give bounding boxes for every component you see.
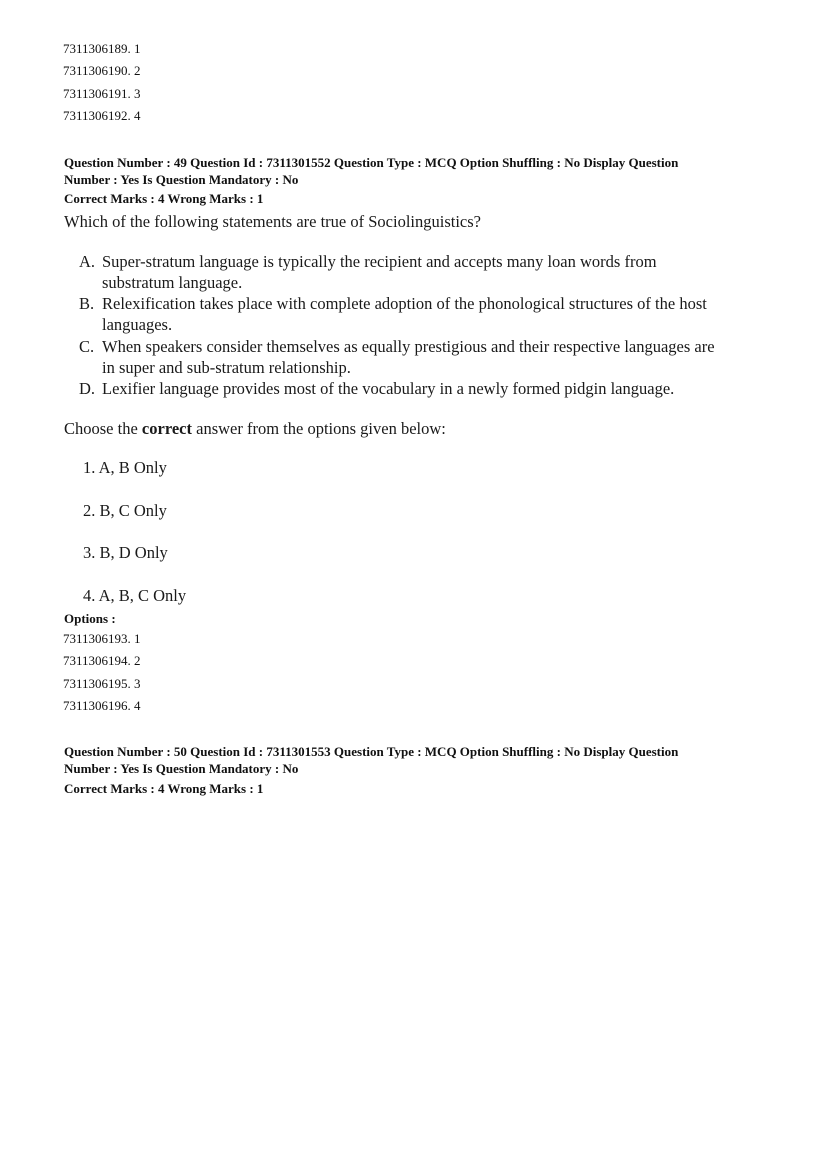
statement-d-label: D.: [79, 379, 96, 398]
q49-meta-line-1: Question Number : 49 Question Id : 7311301552 Question Type : MCQ Option Shuffling : No Display Question: [64, 155, 679, 170]
prev-option-3: 7311306191. 3: [63, 86, 141, 101]
statement-c-line-1: When speakers consider themselves as equally prestigious and their respective languages are: [102, 337, 715, 356]
option-id: 7311306189: [63, 41, 128, 56]
choose-bold-word: correct: [141, 419, 192, 438]
choose-suffix: answer from the options given below:: [196, 419, 446, 438]
q49-option-4: 7311306196. 4: [63, 698, 141, 713]
option-id: 7311306194: [63, 653, 128, 668]
answer-choice-2: 2. B, C Only: [83, 501, 167, 520]
option-id: 7311306190: [63, 63, 128, 78]
q49-option-2: 7311306194. 2: [63, 653, 141, 668]
statement-c-line-2: in super and sub-stratum relationship.: [102, 358, 351, 377]
q49-meta-line-3: Correct Marks : 4 Wrong Marks : 1: [64, 191, 264, 206]
option-number: 2: [134, 653, 141, 668]
choose-prefix: Choose the: [64, 419, 138, 438]
answer-choice-4: 4. A, B, C Only: [83, 586, 187, 605]
option-number: 4: [134, 108, 141, 123]
statement-a-line-1: Super-stratum language is typically the recipient and accepts many loan words from: [102, 252, 657, 271]
option-id: 7311306193: [63, 631, 128, 646]
statement-a-label: A.: [79, 252, 96, 271]
statement-a-line-2: substratum language.: [102, 273, 243, 292]
statement-d-line-1: Lexifier language provides most of the vocabulary in a newly formed pidgin language.: [102, 379, 675, 398]
option-id: 7311306196: [63, 698, 128, 713]
prev-option-4: 7311306192. 4: [63, 108, 141, 123]
option-number: 1: [134, 41, 141, 56]
option-number: 1: [134, 631, 141, 646]
option-id: 7311306192: [63, 108, 128, 123]
statement-b-line-2: languages.: [102, 315, 173, 334]
q49-meta-line-2: Number : Yes Is Question Mandatory : No: [64, 172, 299, 187]
q49-question-text: Which of the following statements are true of Sociolinguistics?: [64, 212, 481, 231]
q50-meta-line-3: Correct Marks : 4 Wrong Marks : 1: [64, 781, 264, 796]
option-number: 3: [134, 676, 141, 691]
choose-instruction: [64, 418, 446, 439]
q49-option-3: 7311306195. 3: [63, 676, 141, 691]
prev-option-1: 7311306189. 1: [63, 41, 141, 56]
options-label: Options :: [64, 611, 116, 626]
answer-choice-3: 3. B, D Only: [83, 543, 168, 562]
q49-option-1: 7311306193. 1: [63, 631, 141, 646]
option-number: 4: [134, 698, 141, 713]
q50-meta-line-2: Number : Yes Is Question Mandatory : No: [64, 761, 299, 776]
option-number: 2: [134, 63, 141, 78]
statement-b-label: B.: [79, 294, 95, 313]
option-id: 7311306191: [63, 86, 128, 101]
option-number: 3: [134, 86, 141, 101]
statement-b-line-1: Relexification takes place with complete adoption of the phonological structures of the host: [102, 294, 707, 313]
answer-choice-1: 1. A, B Only: [83, 458, 167, 477]
prev-option-2: 7311306190. 2: [63, 63, 141, 78]
option-id: 7311306195: [63, 676, 128, 691]
q50-meta-line-1: Question Number : 50 Question Id : 7311301553 Question Type : MCQ Option Shuffling : No Display Question: [64, 744, 679, 759]
statement-c-label: C.: [79, 337, 95, 356]
